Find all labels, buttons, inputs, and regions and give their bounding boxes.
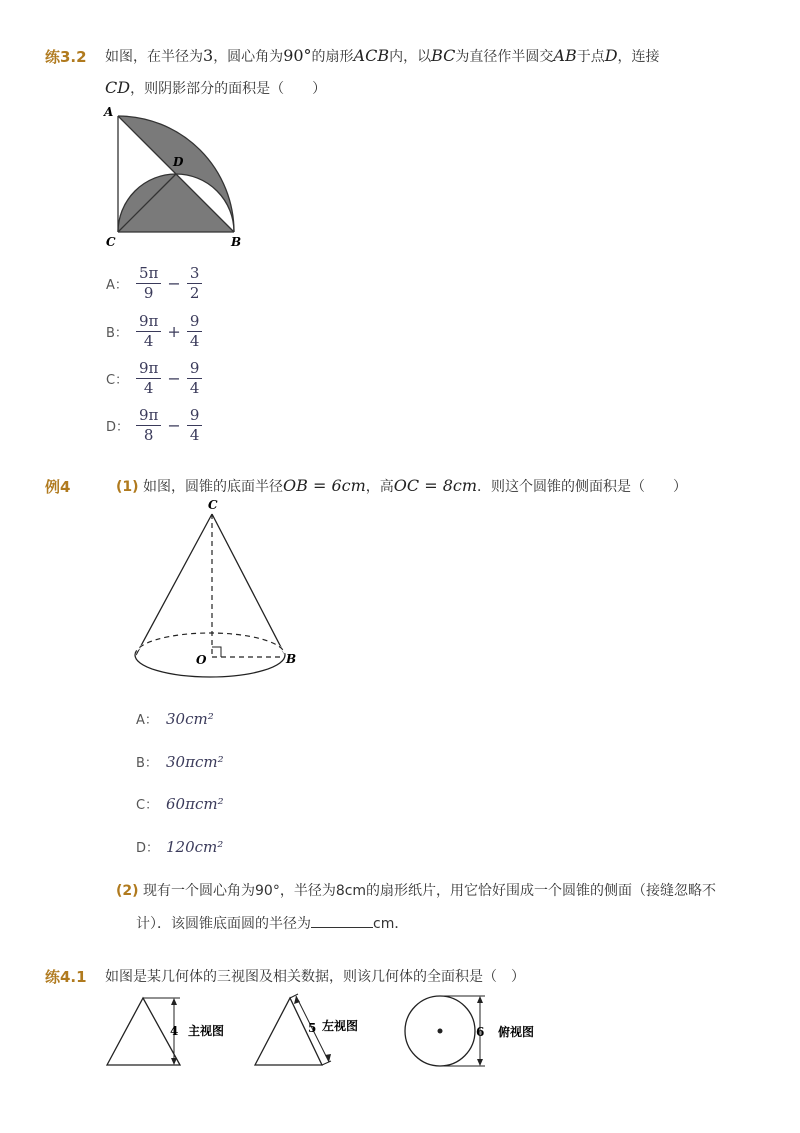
sector-figure [100, 102, 250, 252]
text-segment: 于点 [576, 49, 605, 65]
top-view [405, 996, 534, 1066]
option-value: 60πcm² [166, 794, 224, 813]
math-cd: CD [105, 78, 131, 97]
top-dimension: 6 [476, 1025, 485, 1039]
front-view-label: 主视图 [188, 1024, 225, 1038]
math-angle: 90° [283, 46, 312, 65]
option-a[interactable] [136, 709, 214, 728]
numerator: 9π [136, 360, 161, 379]
problem-3-2-text-line2 [105, 78, 326, 98]
problem-4-1-text: 如图是某几何体的三视图及相关数据，则该几何体的全面积是（ ） [105, 969, 525, 985]
option-c[interactable] [106, 360, 202, 396]
fraction [187, 265, 203, 301]
answer-blank[interactable] [311, 915, 373, 928]
option-label: D： [106, 419, 130, 435]
option-d[interactable] [106, 407, 202, 443]
top-view-label: 俯视图 [498, 1025, 535, 1039]
denominator: 4 [189, 425, 200, 444]
text-segment: ，则阴影部分的面积是（ ） [130, 81, 327, 97]
option-label: A： [136, 713, 158, 728]
text-segment: 现有一个圆心角为90°，半径为8cm的扇形纸片，用它恰好围成一个圆锥的侧面（接缝忽略不 [143, 883, 717, 899]
problem-3-2-text-line1 [105, 46, 660, 66]
option-label: B： [106, 325, 128, 341]
fraction [187, 407, 203, 443]
fraction [187, 313, 203, 349]
left-view [255, 994, 358, 1065]
option-label: D： [136, 841, 160, 856]
denominator: 9 [143, 283, 154, 302]
option-label: C： [106, 372, 129, 388]
point-label-b: B [286, 652, 297, 666]
option-value: 30πcm² [166, 752, 224, 771]
fraction [187, 360, 203, 396]
option-b[interactable] [136, 752, 224, 771]
denominator: 2 [189, 283, 200, 302]
fraction [136, 265, 161, 301]
math-d: D [604, 46, 618, 65]
option-b[interactable] [106, 313, 202, 349]
text-segment: 内，以 [389, 49, 432, 65]
point-label-a: A [104, 105, 114, 119]
point-label-d: D [173, 155, 184, 169]
denominator: 4 [189, 378, 200, 397]
numerator: 9 [187, 360, 203, 379]
cone-figure [128, 497, 308, 687]
three-views-figure [100, 990, 560, 1070]
text-segment: cm． [373, 916, 409, 932]
math-ab: AB [553, 46, 577, 65]
option-value: 30cm² [166, 709, 214, 728]
ex4-part2-line2 [136, 913, 408, 933]
problem-label-3-2: 练3.2 [45, 48, 87, 66]
text-segment: 如图，圆锥的底面半径 [143, 479, 283, 495]
fraction [136, 313, 161, 349]
problem-label-4-1: 练4.1 [45, 968, 87, 986]
option-c[interactable] [136, 794, 224, 813]
option-d[interactable] [136, 837, 223, 856]
operator: − [167, 415, 181, 435]
denominator: 4 [143, 331, 154, 350]
problem-label-ex4: 例4 [45, 478, 71, 496]
fraction [136, 360, 161, 396]
text-segment: ，圆心角为 [213, 49, 284, 65]
point-label-c: C [106, 235, 116, 249]
text-segment: 计）．该圆锥底面圆的半径为 [136, 916, 311, 932]
text-segment: 如图，在半径为 [105, 49, 203, 65]
operator: − [167, 273, 181, 293]
ex4-part1-text [116, 476, 687, 496]
text-segment: ，连接 [617, 49, 660, 65]
fraction [136, 407, 161, 443]
ex4-part2-line1 [116, 880, 716, 900]
left-view-label: 左视图 [322, 1019, 359, 1033]
front-dimension: 4 [170, 1024, 179, 1038]
denominator: 4 [189, 331, 200, 350]
option-label: B： [136, 756, 158, 771]
front-view [107, 998, 224, 1065]
option-value: 120cm² [166, 837, 224, 856]
option-a[interactable] [106, 265, 202, 301]
part-number: (1) [116, 479, 139, 495]
numerator: 9 [187, 313, 203, 332]
denominator: 4 [143, 378, 154, 397]
math-radius: 3 [203, 46, 214, 65]
math-sector: ACB [353, 46, 390, 65]
point-label-c: C [208, 498, 218, 512]
numerator: 9 [187, 407, 203, 426]
math-oc: OC = 8cm [393, 476, 478, 495]
denominator: 8 [143, 425, 154, 444]
operator: − [167, 368, 181, 388]
option-label: C： [136, 798, 159, 813]
numerator: 3 [187, 265, 203, 284]
option-label: A： [106, 277, 128, 293]
numerator: 9π [136, 313, 161, 332]
text-segment: 的扇形 [311, 49, 354, 65]
text-segment: ，高 [365, 479, 394, 495]
math-ob: OB = 6cm [283, 476, 366, 495]
numerator: 9π [136, 407, 161, 426]
operator: + [167, 321, 181, 341]
left-dimension: 5 [308, 1021, 317, 1035]
text-segment: 为直径作半圆交 [455, 49, 554, 65]
math-bc: BC [431, 46, 456, 65]
text-segment: ．则这个圆锥的侧面积是（ ） [477, 479, 688, 495]
part-number: (2) [116, 883, 139, 899]
numerator: 5π [136, 265, 161, 284]
point-label-o: O [196, 653, 207, 667]
point-label-b: B [231, 235, 242, 249]
